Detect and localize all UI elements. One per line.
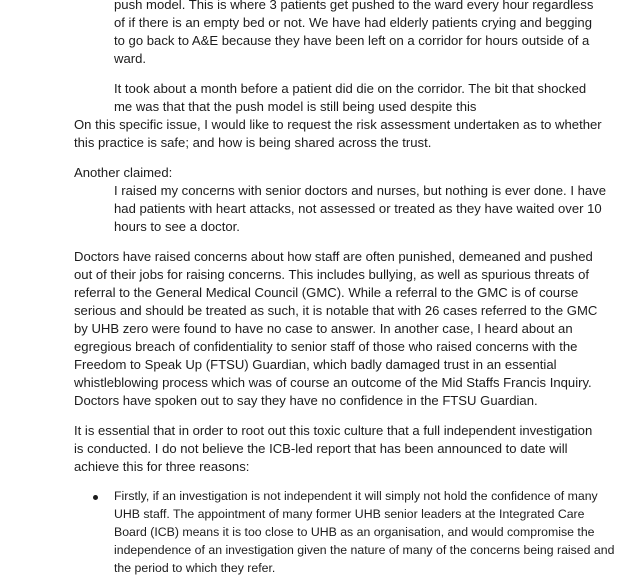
bullet-line: the period to which they refer. — [114, 561, 276, 575]
body-line: referral to the General Medical Council (GMC). While a referral to the GMC is of course — [74, 285, 579, 300]
body-line: Freedom to Speak Up (FTSU) Guardian, which badly damaged trust in an essential — [74, 357, 557, 372]
bullet-line: independence of an investigation given the nature of many of the concerns being raised and — [114, 543, 615, 557]
body-line: Another claimed: — [74, 165, 173, 180]
quote-line: It took about a month before a patient did die on the corridor. The bit that shocked — [114, 81, 587, 96]
body-line: On this specific issue, I would like to request the risk assessment undertaken as to whether — [74, 117, 602, 132]
quote-line: had patients with heart attacks, not assessed or treated as they have waited over 10 — [114, 201, 602, 216]
body-line: is conducted. I do not believe the ICB-led report that has been announced to date will — [74, 441, 568, 456]
bullet-line: Firstly, if an investigation is not independent it will simply not hold the confidence of many — [114, 489, 598, 503]
body-line: by UHB zero were found to have no case to answer. In another case, I heard about an — [74, 321, 573, 336]
quote-line: hours to see a doctor. — [114, 219, 240, 234]
quote-line: to go back to A&E because they have been left on a corridor for hours outside of a — [114, 33, 590, 48]
bullet-line: UHB staff. The appointment of many former UHB senior leaders at the Integrated Care — [114, 507, 585, 521]
body-line: achieve this for three reasons: — [74, 459, 250, 474]
quote-line: of if there is an empty bed or not. We have had elderly patients crying and begging — [114, 15, 592, 30]
body-line: Doctors have raised concerns about how staff are often punished, demeaned and pushed — [74, 249, 593, 264]
quote-line: me was that that the push model is still being used despite this — [114, 99, 477, 114]
bullet-line: Board (ICB) means it is too close to UHB as an organisation, and would compromise the — [114, 525, 595, 539]
quote-line: I raised my concerns with senior doctors and nurses, but nothing is ever done. I have — [114, 183, 607, 198]
body-line: whistleblowing process which was of course an outcome of the Mid Staffs Francis Inquiry. — [74, 375, 592, 390]
body-line: egregious breach of confidentiality to senior staff of those who raised concerns with the — [74, 339, 578, 354]
body-line: It is essential that in order to root out this toxic culture that a full independent investigation — [74, 423, 593, 438]
body-line: serious and should be treated as such, it is notable that with 26 cases referred to the GMC — [74, 303, 598, 318]
quote-line: ward. — [114, 51, 147, 66]
bullet-icon — [93, 495, 98, 500]
quote-line: push model. This is where 3 patients get pushed to the ward every hour regardless — [114, 0, 594, 12]
body-line: out of their jobs for raising concerns. This includes bullying, as well as spurious threats of — [74, 267, 590, 282]
body-line: this practice is safe; and how is being shared across the trust. — [74, 135, 432, 150]
body-line: Doctors have spoken out to say they have no confidence in the FTSU Guardian. — [74, 393, 538, 408]
